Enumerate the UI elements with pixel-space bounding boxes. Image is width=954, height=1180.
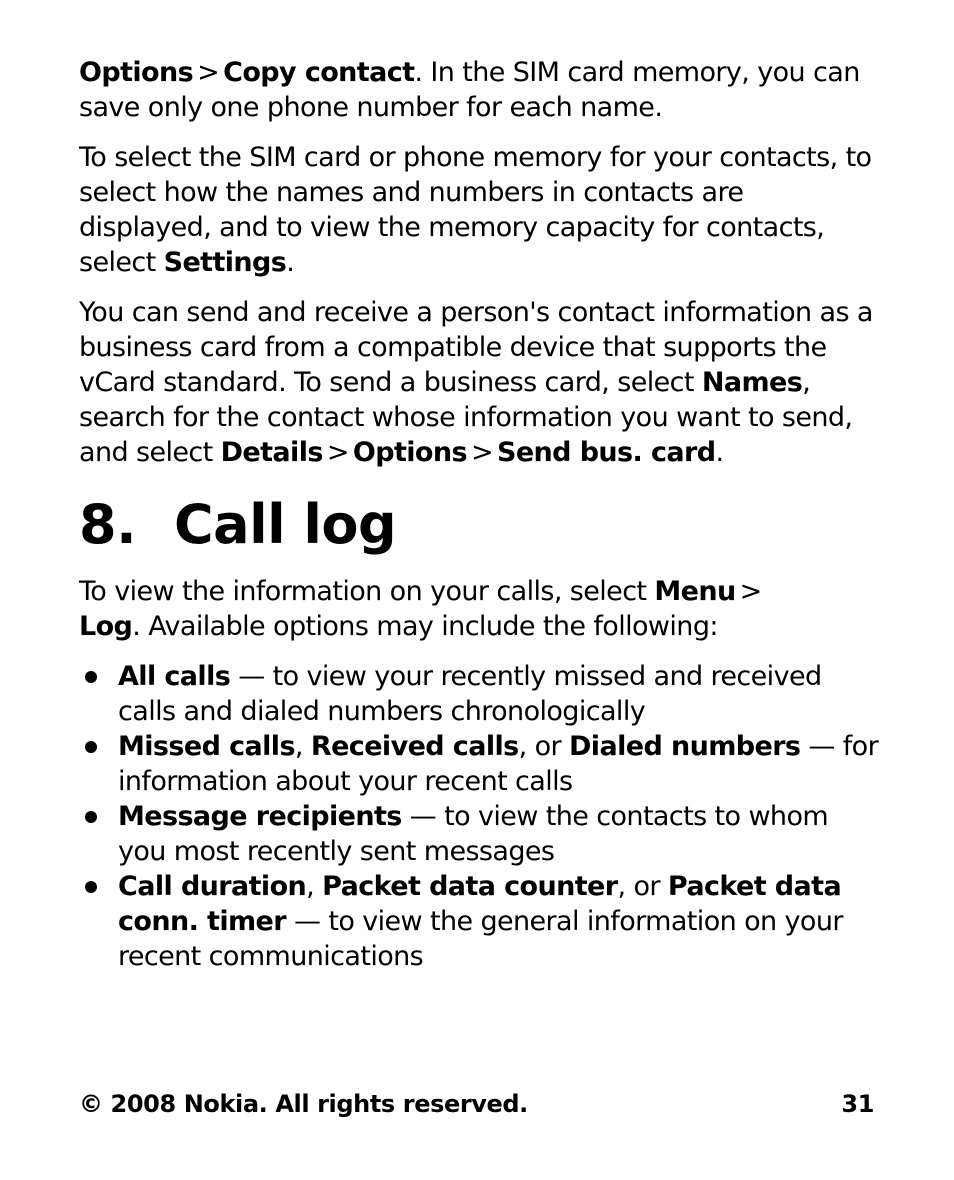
page-footer — [79, 1090, 874, 1118]
path-separator: > — [470, 437, 493, 468]
bullet-icon — [85, 881, 97, 893]
paragraph-text: To view the information on your calls, select — [79, 576, 655, 607]
list-item — [79, 869, 879, 974]
section-title: Call log — [174, 493, 397, 556]
menu-path-options: Options — [79, 57, 194, 88]
menu-path-copy-contact: Copy contact — [223, 57, 415, 88]
page-content — [79, 55, 879, 974]
paragraph-text: . In the SIM card memory, you can save only one phone number for each name. — [79, 57, 860, 123]
menu-path-settings: Settings — [163, 247, 287, 278]
option-description: — to view your recently missed and received calls and dialed numbers chronologically — [118, 661, 822, 727]
copyright-notice: © 2008 Nokia. All rights reserved. — [79, 1090, 528, 1118]
option-description: — to view the general information on your recent communications — [118, 906, 843, 972]
menu-path-details: Details — [220, 437, 323, 468]
section-heading — [79, 492, 879, 558]
paragraph-text: To select the SIM card or phone memory for your contacts, to select how the names and numbers in contacts are displayed, and to view the memory capacity for contacts, select — [79, 142, 872, 278]
option-text: , — [306, 871, 323, 902]
paragraph-text: , search for the contact whose information you want to send, and select — [79, 367, 853, 468]
page-number: 31 — [841, 1090, 874, 1118]
option-name: Missed calls — [118, 731, 295, 762]
menu-path-names: Names — [701, 367, 803, 398]
path-separator: > — [326, 437, 349, 468]
paragraph-business-card — [79, 295, 879, 470]
paragraph-text: . — [715, 437, 724, 468]
option-name: All calls — [118, 661, 231, 692]
menu-path-send-bus-card: Send bus. card — [496, 437, 716, 468]
bullet-icon — [85, 741, 97, 753]
path-separator: > — [197, 57, 220, 88]
option-name: Packet data counter — [322, 871, 618, 902]
option-text: , — [294, 731, 311, 762]
bullet-icon — [85, 671, 97, 683]
option-text: , or — [518, 731, 569, 762]
bullet-icon — [85, 811, 97, 823]
menu-path-menu: Menu — [654, 576, 736, 607]
paragraph-call-log-intro — [79, 574, 879, 644]
menu-path-options: Options — [352, 437, 467, 468]
call-log-options-list — [79, 659, 879, 974]
option-description: — for information about your recent calls — [118, 731, 879, 797]
paragraph-copy-contact — [79, 55, 879, 125]
list-item — [79, 659, 879, 729]
option-text: , or — [617, 871, 668, 902]
section-number: 8. — [79, 493, 137, 556]
option-name: Dialed numbers — [569, 731, 801, 762]
paragraph-text: . — [286, 247, 295, 278]
option-name: Message recipients — [118, 801, 402, 832]
option-description: — to view the contacts to whom you most recently sent messages — [118, 801, 829, 867]
path-separator: > — [739, 576, 762, 607]
menu-path-log: Log — [79, 611, 133, 642]
paragraph-settings — [79, 140, 879, 280]
paragraph-text: You can send and receive a person's contact information as a business card from a compatible device that supports the vCard standard. To send a business card, select — [79, 297, 873, 398]
option-name: Received calls — [310, 731, 519, 762]
list-item — [79, 799, 879, 869]
option-name: Packet data conn. timer — [118, 871, 842, 937]
paragraph-text: . Available options may include the following: — [132, 611, 718, 642]
option-name: Call duration — [118, 871, 307, 902]
list-item — [79, 729, 879, 799]
